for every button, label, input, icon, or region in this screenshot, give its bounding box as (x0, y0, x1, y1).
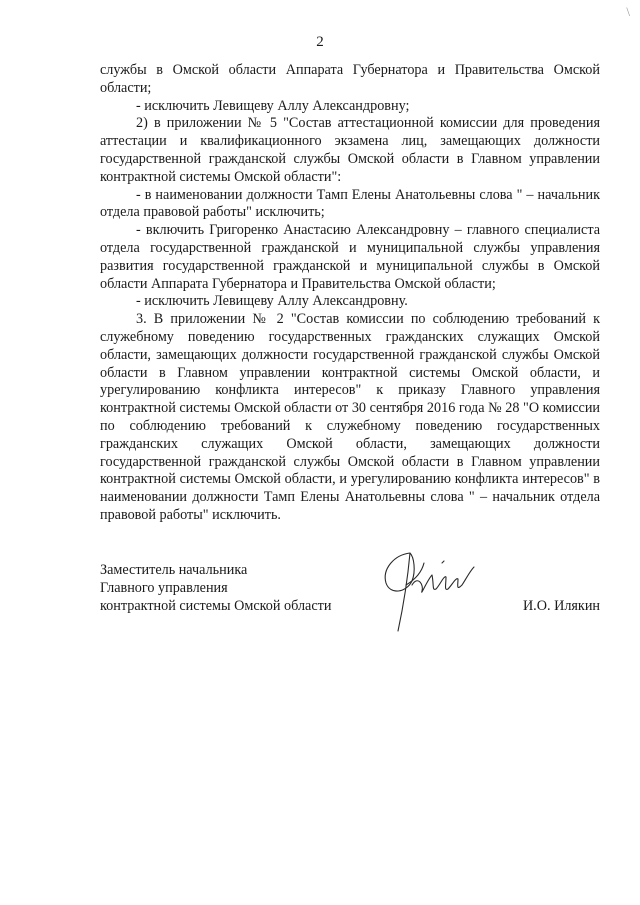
paragraph: - включить Григоренко Анастасию Александровну – главного специалиста отдела государственной гражданской и муниципальной службы управления развития государственной гражданской и муниципальной службы в Омской области Аппарата Губернатора и Правительства Омской области; (100, 222, 600, 292)
signatory-title-line: Заместитель начальника (100, 562, 248, 578)
paragraph: - исключить Левищеву Аллу Александровну; (136, 97, 410, 114)
handwritten-signature (372, 545, 482, 637)
paragraph: службы в Омской области Аппарата Губернатора и Правительства Омской области; (100, 62, 600, 96)
document-body (100, 62, 600, 525)
corner-mark: \ (626, 4, 630, 19)
page-number: 2 (316, 34, 324, 50)
paragraph: - в наименовании должности Тамп Елены Анатольевны слова " – начальник отдела правовой работы" исключить; (100, 186, 600, 221)
signatory-title-line: Главного управления (100, 580, 228, 596)
signature-block (100, 561, 600, 641)
signatory-title-line: контрактной системы Омской области (100, 598, 332, 614)
paragraph: 3. В приложении № 2 "Состав комиссии по соблюдению требований к служебному поведению государственных гражданских служащих Омской области, замещающих должности государственной гражданской службы Омской области в Главном управлении контрактной системы Омской области, и урегулированию конфликта интересов" к приказу Главного управления контрактной системы Омской области от 30 сентября 2016 года № 28 "О комиссии по соблюдению требований к служебному поведению государственных гражданских служащих Омской области, замещающих должности государственной гражданской службы Омской области в Главном управлении контрактной системы Омской области, и урегулированию конфликта интересов" в наименовании должности Тамп Елены Анатольевны слова " – начальник отдела правовой работы" исключить. (100, 311, 600, 523)
paragraph: - исключить Левищеву Аллу Александровну. (136, 293, 408, 310)
paragraph: 2) в приложении № 5 "Состав аттестационной комиссии для проведения аттестации и квалификационного экзамена лиц, замещающих должности государственной гражданской службы Омской области в Главном управлении контрактной системы Омской области": (100, 115, 600, 185)
signatory-name: И.О. Илякин (522, 598, 600, 614)
